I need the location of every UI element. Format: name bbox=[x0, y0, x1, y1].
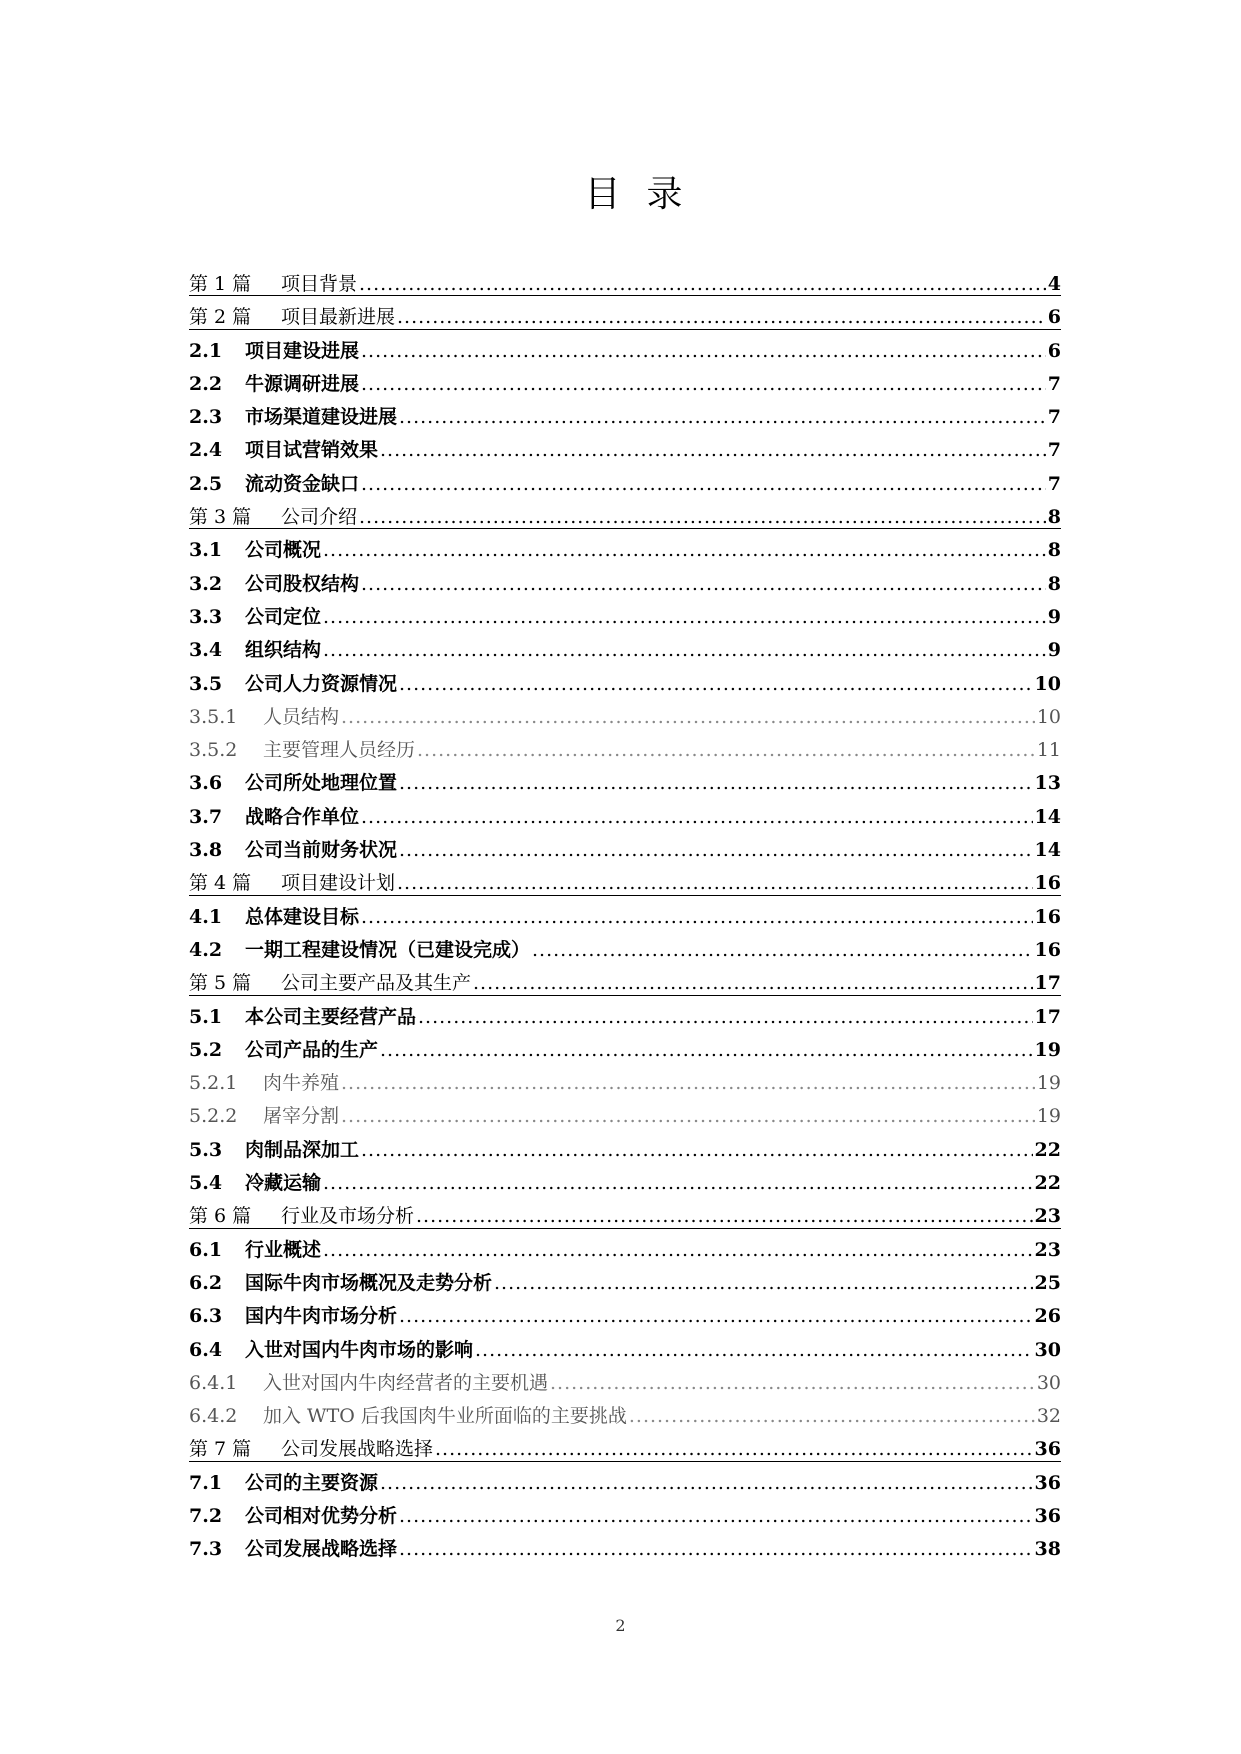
toc-entry[interactable] bbox=[189, 1300, 1061, 1333]
toc-entry-number: 2.1 bbox=[189, 339, 223, 362]
toc-entry-label: 战略合作单位 bbox=[245, 805, 360, 828]
toc-entry[interactable] bbox=[189, 301, 1061, 334]
toc-entry[interactable] bbox=[189, 1400, 1061, 1433]
toc-entry-page: 9 bbox=[1047, 639, 1061, 662]
toc-entry[interactable] bbox=[189, 934, 1061, 967]
toc-entry-label: 一期工程建设情况（已建设完成） bbox=[245, 938, 531, 961]
toc-entry[interactable] bbox=[189, 834, 1061, 867]
toc-entry-page: 16 bbox=[1034, 872, 1061, 895]
toc-leader-dots bbox=[380, 1034, 1033, 1067]
toc-leader-dots bbox=[399, 1533, 1033, 1566]
toc-entry[interactable] bbox=[189, 668, 1061, 701]
toc-entry-number: 6.3 bbox=[189, 1305, 223, 1328]
toc-entry[interactable] bbox=[189, 601, 1061, 634]
toc-leader-dots bbox=[323, 1167, 1033, 1200]
toc-entry[interactable] bbox=[189, 1034, 1061, 1067]
toc-entry-label: 公司发展战略选择 bbox=[245, 1538, 398, 1561]
toc-leader-dots bbox=[532, 934, 1033, 967]
toc-leader-dots bbox=[361, 1134, 1033, 1167]
toc-entry-page: 19 bbox=[1036, 1105, 1061, 1128]
toc-entry-page: 17 bbox=[1034, 972, 1061, 995]
toc-entry-page: 10 bbox=[1034, 672, 1061, 695]
toc-entry-page: 4 bbox=[1047, 273, 1061, 295]
page-number: 2 bbox=[615, 1616, 626, 1635]
toc-entry-number: 2.4 bbox=[189, 439, 223, 462]
toc-entry[interactable] bbox=[189, 501, 1061, 534]
toc-entry-number: 第 6 篇 bbox=[189, 1205, 252, 1228]
toc-entry[interactable] bbox=[189, 1467, 1061, 1500]
toc-leader-dots bbox=[361, 568, 1046, 601]
toc-entry-number: 3.5 bbox=[189, 672, 223, 695]
toc-entry-label: 公司介绍 bbox=[281, 506, 358, 529]
toc-entry[interactable] bbox=[189, 434, 1061, 467]
toc-entry[interactable] bbox=[189, 801, 1061, 834]
toc-entry-label: 公司发展战略选择 bbox=[281, 1438, 434, 1461]
toc-entry-page: 7 bbox=[1047, 372, 1061, 395]
toc-leader-dots bbox=[550, 1367, 1035, 1400]
toc-leader-dots bbox=[416, 1200, 1033, 1233]
toc-entry-page: 7 bbox=[1047, 439, 1061, 462]
toc-entry-number: 第 5 篇 bbox=[189, 972, 252, 995]
toc-entry[interactable] bbox=[189, 568, 1061, 601]
toc-leader-dots bbox=[361, 901, 1033, 934]
toc-leader-dots bbox=[435, 1433, 1033, 1466]
toc-leader-dots bbox=[397, 867, 1033, 900]
toc-entry-label: 人员结构 bbox=[263, 705, 340, 728]
toc-entry-label: 公司产品的生产 bbox=[245, 1038, 379, 1061]
toc-entry[interactable] bbox=[189, 901, 1061, 934]
toc-entry-label: 项目建设计划 bbox=[281, 872, 396, 895]
toc-title: 目录 bbox=[584, 174, 709, 215]
toc-entry-number: 第 7 篇 bbox=[189, 1438, 252, 1461]
toc-entry-label: 肉牛养殖 bbox=[263, 1072, 340, 1095]
toc-entry-number: 3.1 bbox=[189, 539, 223, 562]
toc-entry[interactable] bbox=[189, 368, 1061, 401]
toc-entry[interactable] bbox=[189, 1001, 1061, 1034]
toc-entry-number: 第 1 篇 bbox=[189, 273, 252, 295]
toc-entry-page: 8 bbox=[1047, 506, 1061, 529]
toc-leader-dots bbox=[473, 967, 1033, 1000]
toc-entry-label: 公司所处地理位置 bbox=[245, 772, 398, 795]
toc-leader-dots bbox=[399, 1300, 1033, 1333]
toc-entry-underline bbox=[189, 528, 1061, 529]
toc-entry-underline bbox=[189, 895, 1061, 896]
toc-entry-page: 16 bbox=[1034, 905, 1061, 928]
toc-entry-label: 公司股权结构 bbox=[245, 572, 360, 595]
toc-entry-page: 30 bbox=[1036, 1371, 1061, 1394]
toc-entry-label: 肉制品深加工 bbox=[245, 1138, 360, 1161]
toc-entry-label: 主要管理人员经历 bbox=[263, 739, 416, 762]
toc-entry-label: 公司主要产品及其生产 bbox=[281, 972, 472, 995]
toc-entry-label: 屠宰分割 bbox=[263, 1105, 340, 1128]
toc-entry[interactable] bbox=[189, 1334, 1061, 1367]
toc-leader-dots bbox=[399, 834, 1033, 867]
toc-entry-number: 6.4.2 bbox=[189, 1405, 238, 1428]
toc-entry[interactable] bbox=[189, 335, 1061, 368]
toc-leader-dots bbox=[399, 668, 1033, 701]
toc-entry[interactable] bbox=[189, 268, 1061, 301]
toc-leader-dots bbox=[341, 701, 1035, 734]
toc-entry-number: 7.3 bbox=[189, 1538, 223, 1561]
toc-leader-dots bbox=[361, 368, 1046, 401]
toc-entry[interactable] bbox=[189, 1234, 1061, 1267]
toc-entry-page: 19 bbox=[1036, 1072, 1061, 1095]
toc-entry-label: 加入 WTO 后我国肉牛业所面临的主要挑战 bbox=[263, 1405, 627, 1428]
toc-entry-underline bbox=[189, 295, 1061, 296]
toc-entry-number: 7.2 bbox=[189, 1504, 223, 1527]
toc-entry-label: 牛源调研进展 bbox=[245, 372, 360, 395]
toc-leader-dots bbox=[323, 1234, 1033, 1267]
toc-entry-label: 行业及市场分析 bbox=[281, 1205, 415, 1228]
toc-leader-dots bbox=[475, 1334, 1033, 1367]
toc-entry-label: 入世对国内牛肉经营者的主要机遇 bbox=[263, 1371, 549, 1394]
toc-leader-dots bbox=[323, 634, 1046, 667]
toc-leader-dots bbox=[361, 468, 1046, 501]
toc-entry-underline bbox=[189, 1461, 1061, 1462]
toc-entry[interactable] bbox=[189, 701, 1061, 734]
toc-entry[interactable] bbox=[189, 401, 1061, 434]
toc-entry-number: 6.4.1 bbox=[189, 1371, 238, 1394]
toc-entry-page: 9 bbox=[1047, 605, 1061, 628]
toc-leader-dots bbox=[341, 1067, 1035, 1100]
toc-leader-dots bbox=[361, 801, 1033, 834]
toc-leader-dots bbox=[359, 501, 1046, 534]
toc-entry-page: 26 bbox=[1034, 1305, 1061, 1328]
toc-entry-label: 冷藏运输 bbox=[245, 1172, 322, 1195]
toc-entry-number: 5.3 bbox=[189, 1138, 223, 1161]
toc-entry-number: 3.3 bbox=[189, 605, 223, 628]
toc-entry-page: 32 bbox=[1036, 1405, 1061, 1428]
toc-entry-label: 项目背景 bbox=[281, 273, 358, 295]
toc-entry[interactable] bbox=[189, 634, 1061, 667]
toc-entry-number: 5.2 bbox=[189, 1038, 223, 1061]
table-of-contents bbox=[189, 268, 1061, 1567]
toc-entry-number: 第 3 篇 bbox=[189, 506, 252, 529]
toc-entry-number: 3.7 bbox=[189, 805, 223, 828]
toc-leader-dots bbox=[361, 335, 1046, 368]
toc-entry[interactable] bbox=[189, 1267, 1061, 1300]
toc-entry-number: 2.3 bbox=[189, 406, 223, 429]
toc-entry-page: 22 bbox=[1034, 1172, 1061, 1195]
toc-entry-page: 36 bbox=[1034, 1471, 1061, 1494]
toc-entry-label: 公司定位 bbox=[245, 605, 322, 628]
toc-leader-dots bbox=[380, 434, 1046, 467]
toc-entry-number: 5.2.2 bbox=[189, 1105, 238, 1128]
toc-entry-number: 4.2 bbox=[189, 938, 223, 961]
toc-entry-label: 市场渠道建设进展 bbox=[245, 406, 398, 429]
toc-entry[interactable] bbox=[189, 1367, 1061, 1400]
toc-entry-label: 公司当前财务状况 bbox=[245, 839, 398, 862]
toc-entry-number: 3.5.2 bbox=[189, 739, 238, 762]
toc-entry[interactable] bbox=[189, 468, 1061, 501]
toc-entry-page: 36 bbox=[1034, 1504, 1061, 1527]
toc-entry[interactable] bbox=[189, 534, 1061, 567]
toc-leader-dots bbox=[494, 1267, 1033, 1300]
toc-entry[interactable] bbox=[189, 1200, 1061, 1233]
toc-entry-label: 入世对国内牛肉市场的影响 bbox=[245, 1338, 474, 1361]
toc-entry-label: 行业概述 bbox=[245, 1238, 322, 1261]
toc-entry-label: 公司人力资源情况 bbox=[245, 672, 398, 695]
toc-entry[interactable] bbox=[189, 1533, 1061, 1566]
toc-leader-dots bbox=[629, 1400, 1035, 1433]
toc-entry-number: 2.5 bbox=[189, 472, 223, 495]
toc-entry-number: 3.4 bbox=[189, 639, 223, 662]
toc-entry-page: 36 bbox=[1034, 1438, 1061, 1461]
toc-leader-dots bbox=[399, 1500, 1033, 1533]
toc-entry-page: 11 bbox=[1036, 739, 1061, 762]
toc-entry-number: 3.5.1 bbox=[189, 705, 238, 728]
toc-leader-dots bbox=[399, 401, 1046, 434]
toc-entry-underline bbox=[189, 329, 1061, 330]
toc-entry-label: 公司的主要资源 bbox=[245, 1471, 379, 1494]
toc-entry-underline bbox=[189, 995, 1061, 996]
toc-entry-number: 4.1 bbox=[189, 905, 223, 928]
toc-entry-number: 6.1 bbox=[189, 1238, 223, 1261]
toc-entry-number: 3.6 bbox=[189, 772, 223, 795]
toc-entry-label: 项目试营销效果 bbox=[245, 439, 379, 462]
toc-entry[interactable] bbox=[189, 1100, 1061, 1133]
toc-entry-underline bbox=[189, 1228, 1061, 1229]
toc-entry[interactable] bbox=[189, 1167, 1061, 1200]
toc-entry-page: 8 bbox=[1047, 572, 1061, 595]
toc-entry-page: 19 bbox=[1034, 1038, 1061, 1061]
toc-entry-page: 14 bbox=[1034, 839, 1061, 862]
toc-entry-number: 7.1 bbox=[189, 1471, 223, 1494]
toc-entry-number: 3.8 bbox=[189, 839, 223, 862]
toc-entry[interactable] bbox=[189, 1134, 1061, 1167]
toc-leader-dots bbox=[341, 1100, 1035, 1133]
toc-entry-page: 23 bbox=[1034, 1205, 1061, 1228]
toc-entry[interactable] bbox=[189, 1500, 1061, 1533]
toc-leader-dots bbox=[323, 534, 1046, 567]
toc-entry-number: 5.1 bbox=[189, 1005, 223, 1028]
toc-leader-dots bbox=[359, 268, 1046, 301]
toc-entry[interactable] bbox=[189, 1067, 1061, 1100]
toc-entry-page: 6 bbox=[1047, 339, 1061, 362]
toc-entry-number: 第 4 篇 bbox=[189, 872, 252, 895]
toc-entry-page: 8 bbox=[1047, 539, 1061, 562]
toc-entry-label: 组织结构 bbox=[245, 639, 322, 662]
toc-entry-label: 项目最新进展 bbox=[281, 306, 396, 329]
toc-entry[interactable] bbox=[189, 967, 1061, 1000]
toc-entry[interactable] bbox=[189, 1433, 1061, 1466]
toc-entry-number: 5.2.1 bbox=[189, 1072, 238, 1095]
toc-entry-number: 6.2 bbox=[189, 1271, 223, 1294]
toc-leader-dots bbox=[397, 301, 1046, 334]
toc-entry-page: 14 bbox=[1034, 805, 1061, 828]
toc-leader-dots bbox=[380, 1467, 1033, 1500]
toc-entry-label: 项目建设进展 bbox=[245, 339, 360, 362]
toc-entry-page: 30 bbox=[1034, 1338, 1061, 1361]
toc-entry-page: 16 bbox=[1034, 938, 1061, 961]
toc-entry-page: 13 bbox=[1034, 772, 1061, 795]
toc-entry-label: 公司相对优势分析 bbox=[245, 1504, 398, 1527]
toc-entry-page: 25 bbox=[1034, 1271, 1061, 1294]
toc-entry-number: 第 2 篇 bbox=[189, 306, 252, 329]
toc-entry[interactable] bbox=[189, 767, 1061, 800]
toc-entry-number: 3.2 bbox=[189, 572, 223, 595]
toc-leader-dots bbox=[323, 601, 1046, 634]
toc-leader-dots bbox=[417, 734, 1035, 767]
toc-entry[interactable] bbox=[189, 867, 1061, 900]
toc-entry-label: 本公司主要经营产品 bbox=[245, 1005, 417, 1028]
toc-entry-page: 7 bbox=[1047, 472, 1061, 495]
toc-entry-page: 10 bbox=[1036, 705, 1061, 728]
toc-entry-label: 国际牛肉市场概况及走势分析 bbox=[245, 1271, 493, 1294]
toc-entry-number: 5.4 bbox=[189, 1172, 223, 1195]
toc-entry-page: 7 bbox=[1047, 406, 1061, 429]
toc-entry-label: 总体建设目标 bbox=[245, 905, 360, 928]
toc-entry-number: 2.2 bbox=[189, 372, 223, 395]
toc-leader-dots bbox=[399, 767, 1033, 800]
toc-entry-page: 38 bbox=[1034, 1538, 1061, 1561]
toc-entry-label: 公司概况 bbox=[245, 539, 322, 562]
toc-entry-number: 6.4 bbox=[189, 1338, 223, 1361]
toc-leader-dots bbox=[418, 1001, 1033, 1034]
toc-entry-page: 6 bbox=[1047, 306, 1061, 329]
toc-entry[interactable] bbox=[189, 734, 1061, 767]
toc-entry-page: 22 bbox=[1034, 1138, 1061, 1161]
toc-entry-page: 23 bbox=[1034, 1238, 1061, 1261]
toc-entry-label: 流动资金缺口 bbox=[245, 472, 360, 495]
toc-entry-label: 国内牛肉市场分析 bbox=[245, 1305, 398, 1328]
toc-entry-page: 17 bbox=[1034, 1005, 1061, 1028]
